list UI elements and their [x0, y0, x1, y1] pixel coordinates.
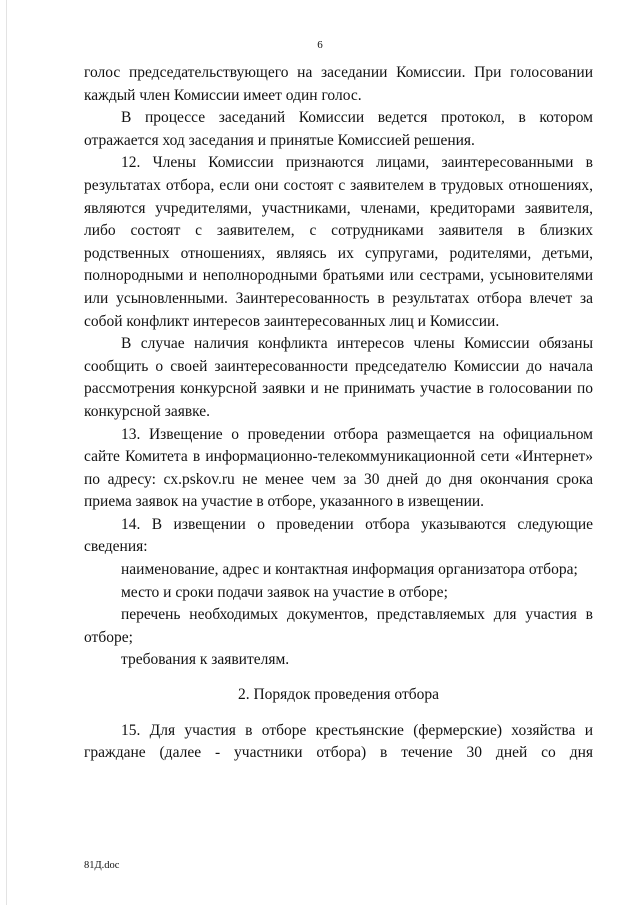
scan-edge [6, 0, 7, 905]
list-item: перечень необходимых документов, представляемых для участия в отборе; [84, 606, 593, 646]
list-item: наименование, адрес и контактная информация организатора отбора; [121, 561, 578, 579]
list-item: место и сроки подачи заявок на участие в отборе; [121, 583, 448, 601]
paragraph: В случае наличия конфликта интересов члены Комиссии обязаны сообщить о своей заинтересованности председателю Комиссии до начала рассмотрения конкурсной заявки и не принимать участие в голосовании по конкурсной заявке. [84, 335, 593, 420]
document-body [84, 62, 593, 765]
paragraph: 14. В извещении о проведении отбора указываются следующие сведения: [84, 515, 593, 556]
page-number: 6 [317, 39, 323, 51]
footer-filename: 81Д.doc [84, 860, 120, 871]
paragraph: 13. Извещение о проведении отбора размещается на официальном сайте Комитета в информационно-телекоммуникационной сети «Интернет» по адресу: cx.pskov.ru не менее чем за 30 дней до дня окончания срока приема заявок на участие в отборе, указанного в извещении. [84, 425, 593, 511]
section-heading: 2. Порядок проведения отбора [237, 686, 439, 704]
list-item: требования к заявителям. [121, 651, 290, 669]
paragraph: голос председательствующего на заседании Комиссии. При голосовании каждый член Комиссии имеет один голос. [84, 64, 593, 104]
paragraph: 12. Члены Комиссии признаются лицами, заинтересованными в результатах отбора, если они состоят с заявителем в трудовых отношениях, являются учредителями, участниками, членами, кредиторами заявителя, либо состоят с заявителем, с сотрудниками заявителя в близких родственных отношениях, являясь их супругами, родителями, детьми, полнородными и неполнородными братьями или сестрами, усыновителями или усыновленными. Заинтересованность в результатах отбора влечет за собой конфликт интересов заинтересованных лиц и Комиссии. [84, 154, 593, 330]
paragraph: 15. Для участия в отборе крестьянские (фермерские) хозяйства и граждане (далее - участники отбора) в течение 30 дней со дня [84, 721, 593, 762]
paragraph: В процессе заседаний Комиссии ведется протокол, в котором отражается ход заседания и принятые Комиссией решения. [84, 109, 593, 149]
